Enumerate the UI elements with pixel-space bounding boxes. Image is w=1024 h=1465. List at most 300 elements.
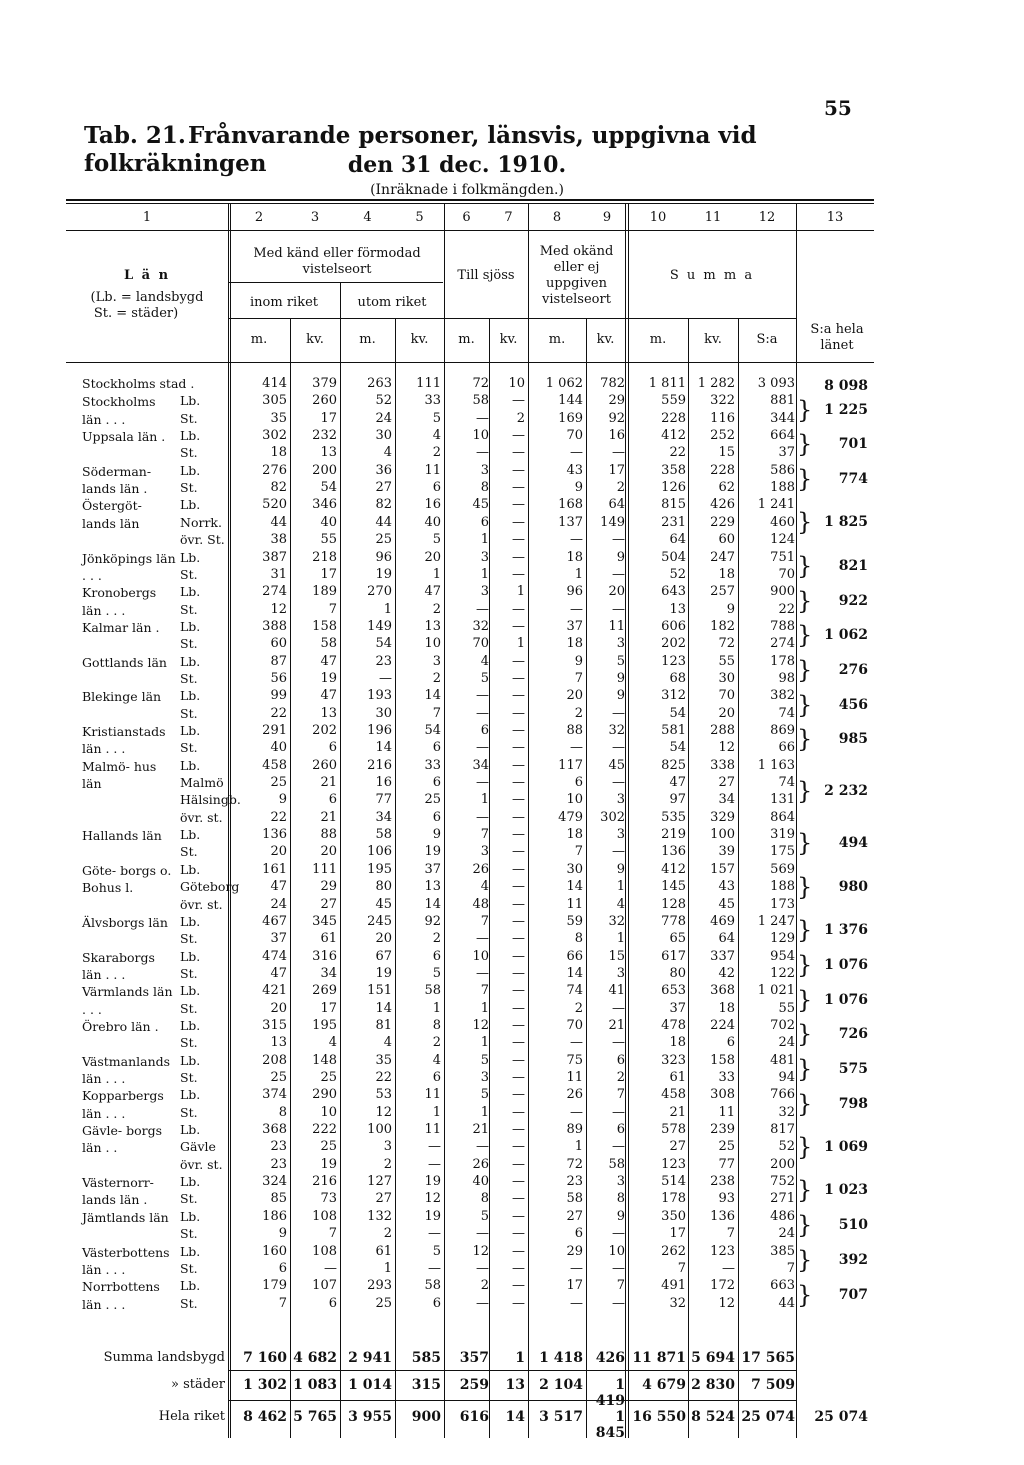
row-sublabel: Lb. — [180, 1122, 201, 1138]
cell-r7-c11: 426 — [710, 497, 735, 513]
cell-r44-c2: 23 — [270, 1139, 287, 1155]
cell-r41-c7: — — [512, 1087, 525, 1103]
cell-r0-c5: 111 — [416, 376, 441, 391]
cell-r2-c9: 92 — [608, 410, 625, 426]
cell-r11-c9: — — [612, 566, 625, 582]
cell-r44-c9: — — [612, 1139, 625, 1155]
cell-r13-c3: 7 — [328, 601, 337, 617]
cell-r36-c9: — — [612, 1000, 625, 1016]
cell-r41-c4: 53 — [375, 1087, 392, 1103]
cell-r41-c2: 374 — [262, 1087, 287, 1103]
cell-r46-c8: 23 — [566, 1174, 583, 1190]
cell-r11-c7: — — [512, 566, 525, 582]
cell-r11-c11: 18 — [718, 566, 735, 582]
cell-r11-c6: 1 — [480, 566, 489, 582]
cell-r32-c3: 61 — [320, 931, 337, 947]
group-total: 1 062 — [824, 627, 868, 644]
group-total: 707 — [838, 1286, 868, 1303]
group-brace: } — [797, 1280, 813, 1309]
cell-r3-c11: 252 — [710, 428, 735, 444]
cell-r6-c8: 9 — [574, 480, 583, 496]
cell-r38-c3: 4 — [328, 1035, 337, 1051]
cell-r37-c2: 315 — [262, 1017, 287, 1033]
cell-r29-c2: 47 — [270, 879, 287, 895]
cell-r37-c6: 12 — [472, 1017, 489, 1033]
cell-r29-c8: 14 — [566, 879, 583, 895]
header-unit-6: m. — [458, 332, 475, 347]
summary-cell-1-4: 1 014 — [348, 1377, 392, 1393]
row-sublabel: St. — [180, 1070, 198, 1085]
cell-r49-c3: 7 — [328, 1226, 337, 1242]
cell-r51-c10: 7 — [677, 1260, 686, 1276]
cell-r20-c12: 869 — [770, 723, 795, 738]
cell-r49-c11: 7 — [726, 1226, 735, 1242]
col-number-9: 9 — [602, 210, 612, 225]
cell-r23-c5: 6 — [432, 775, 441, 791]
cell-r50-c3: 108 — [312, 1243, 337, 1259]
cell-r24-c8: 10 — [566, 792, 583, 808]
cell-r32-c9: 1 — [616, 931, 625, 947]
summary-label: Hela riket — [158, 1409, 225, 1424]
cell-r46-c3: 216 — [312, 1174, 337, 1190]
rule-summary-top — [228, 1370, 796, 1371]
cell-r42-c10: 21 — [669, 1104, 686, 1120]
cell-r50-c9: 10 — [608, 1243, 625, 1259]
cell-r30-c8: 11 — [566, 896, 583, 912]
group-total: 575 — [838, 1061, 868, 1077]
cell-r38-c12: 24 — [778, 1035, 795, 1051]
cell-r33-c3: 316 — [312, 948, 337, 964]
cell-r25-c12: 864 — [770, 809, 795, 825]
cell-r17-c6: 5 — [480, 670, 489, 686]
cell-r7-c8: 168 — [558, 497, 583, 513]
cell-r9-c9: — — [612, 532, 625, 548]
summary-cell-0-10: 11 871 — [632, 1350, 686, 1366]
cell-r47-c11: 93 — [718, 1191, 735, 1207]
cell-r49-c8: 6 — [574, 1226, 583, 1242]
col-number-8: 8 — [552, 210, 562, 225]
cell-r26-c6: 7 — [480, 827, 489, 843]
cell-r7-c7: — — [512, 497, 525, 513]
cell-r34-c7: — — [512, 965, 525, 981]
cell-r0-c9: 782 — [600, 376, 625, 391]
col-number-3: 3 — [310, 210, 320, 225]
cell-r39-c10: 323 — [661, 1052, 686, 1068]
group-label: Gävle- borgs län . . — [82, 1123, 163, 1156]
cell-r14-c7: — — [512, 618, 525, 634]
cell-r3-c7: — — [512, 428, 525, 444]
cell-r16-c3: 47 — [320, 653, 337, 669]
cell-r45-c8: 72 — [566, 1156, 583, 1172]
cell-r46-c5: 19 — [424, 1174, 441, 1190]
col-number-4: 4 — [363, 210, 372, 225]
cell-r29-c10: 145 — [661, 879, 686, 895]
cell-r23-c4: 16 — [375, 775, 392, 791]
cell-r26-c10: 219 — [661, 827, 686, 843]
cell-r11-c10: 52 — [669, 566, 686, 582]
cell-r21-c4: 14 — [375, 740, 392, 756]
cell-r18-c7: — — [512, 688, 525, 704]
group-total: 701 — [838, 436, 868, 453]
group-brace: } — [797, 395, 813, 424]
cell-r45-c2: 23 — [270, 1156, 287, 1172]
cell-r9-c12: 124 — [770, 532, 795, 548]
summary-cell-1-9: 1 419 — [595, 1377, 625, 1409]
row-sublabel: St. — [180, 566, 198, 582]
cell-r51-c11: — — [722, 1260, 735, 1276]
cell-r52-c10: 491 — [661, 1278, 686, 1294]
cell-r15-c4: 54 — [375, 636, 392, 652]
cell-r4-c4: 4 — [383, 445, 392, 461]
cell-r50-c4: 61 — [375, 1243, 392, 1259]
cell-r29-c9: 1 — [616, 879, 625, 895]
cell-r10-c5: 20 — [424, 549, 441, 565]
cell-r51-c4: 1 — [383, 1260, 392, 1276]
cell-r40-c3: 25 — [320, 1070, 337, 1085]
cell-r17-c12: 98 — [778, 670, 795, 686]
cell-r27-c11: 39 — [718, 844, 735, 860]
cell-r28-c5: 37 — [424, 861, 441, 877]
cell-r4-c7: — — [512, 445, 525, 461]
cell-r43-c3: 222 — [312, 1122, 337, 1138]
col-number-2: 2 — [254, 210, 264, 225]
cell-r8-c3: 40 — [320, 514, 337, 530]
cell-r25-c6: — — [476, 809, 489, 825]
cell-r26-c8: 18 — [566, 827, 583, 843]
cell-r29-c6: 4 — [480, 879, 489, 895]
cell-r5-c6: 3 — [480, 462, 489, 478]
col-number-1: 1 — [142, 210, 152, 225]
cell-r18-c8: 20 — [566, 688, 583, 704]
cell-r19-c5: 7 — [432, 705, 441, 721]
row-sublabel: Hälsingb. — [180, 792, 241, 808]
cell-r42-c9: — — [612, 1104, 625, 1120]
cell-r22-c7: — — [512, 757, 525, 773]
cell-r33-c5: 6 — [432, 948, 441, 964]
cell-r19-c12: 74 — [778, 705, 795, 721]
cell-r16-c12: 178 — [770, 653, 795, 669]
row-sublabel: Lb. — [180, 688, 201, 704]
cell-r42-c7: — — [512, 1104, 525, 1120]
cell-r45-c10: 123 — [661, 1156, 686, 1172]
cell-r13-c2: 12 — [270, 601, 287, 617]
cell-r0-c12: 3 093 — [757, 376, 795, 391]
summary-cell-0-2: 7 160 — [243, 1350, 287, 1366]
cell-r14-c12: 788 — [770, 618, 795, 634]
group-total: 2 232 — [824, 783, 868, 800]
col-number-12: 12 — [758, 210, 776, 225]
cell-r9-c4: 25 — [375, 532, 392, 548]
cell-r43-c6: 21 — [472, 1122, 489, 1138]
cell-r8-c11: 229 — [710, 514, 735, 530]
group-total: 510 — [838, 1217, 868, 1234]
cell-r30-c4: 45 — [375, 896, 392, 912]
header-unit-12: S:a — [756, 332, 778, 347]
cell-r1-c8: 144 — [558, 393, 583, 409]
cell-r36-c4: 14 — [375, 1000, 392, 1016]
cell-r27-c8: 7 — [574, 844, 583, 860]
cell-r53-c3: 6 — [328, 1295, 337, 1311]
cell-r4-c8: — — [570, 445, 583, 461]
cell-r36-c10: 37 — [669, 1000, 686, 1016]
cell-r47-c6: 8 — [480, 1191, 489, 1207]
cell-r49-c2: 9 — [278, 1226, 287, 1242]
rule-unknown-mid — [228, 318, 796, 319]
cell-r41-c6: 5 — [480, 1087, 489, 1103]
group-total: 1 076 — [824, 991, 868, 1008]
rule-top-2 — [66, 203, 874, 204]
cell-r40-c12: 94 — [778, 1070, 795, 1085]
cell-r48-c4: 132 — [367, 1208, 392, 1224]
group-label: Blekinge län — [82, 689, 162, 705]
cell-r27-c3: 20 — [320, 844, 337, 860]
summary-cell-1-3: 1 083 — [293, 1377, 337, 1393]
group-total: 276 — [838, 661, 868, 678]
row-sublabel: St. — [180, 1191, 198, 1207]
cell-r25-c7: — — [512, 809, 525, 825]
summary-cell-1-5: 315 — [411, 1377, 441, 1393]
cell-r47-c12: 271 — [770, 1191, 795, 1207]
cell-r16-c11: 55 — [718, 653, 735, 669]
cell-r40-c4: 22 — [375, 1070, 392, 1085]
cell-r38-c11: 6 — [726, 1035, 735, 1051]
cell-r30-c5: 14 — [424, 896, 441, 912]
cell-r27-c9: — — [612, 844, 625, 860]
cell-r16-c9: 5 — [616, 653, 625, 669]
cell-r53-c9: — — [612, 1295, 625, 1311]
cell-r52-c11: 172 — [710, 1278, 735, 1294]
cell-r1-c2: 305 — [262, 393, 287, 409]
cell-r23-c12: 74 — [778, 775, 795, 791]
group-label: Malmö- hus län — [82, 758, 157, 792]
cell-r34-c8: 14 — [566, 965, 583, 981]
cell-r34-c2: 47 — [270, 965, 287, 981]
cell-r21-c8: — — [570, 740, 583, 756]
cell-r32-c8: 8 — [574, 931, 583, 947]
cell-r30-c10: 128 — [661, 896, 686, 912]
table-label: Tab. 21. — [84, 122, 186, 149]
cell-r11-c12: 70 — [778, 566, 795, 582]
title-line-2: den 31 dec. 1910. — [347, 152, 567, 178]
cell-r24-c12: 131 — [770, 792, 795, 808]
row-label-stockholm-stad: Stockholms stad . — [82, 376, 195, 391]
row-sublabel: Lb. — [180, 653, 201, 669]
cell-r30-c9: 4 — [616, 896, 625, 912]
row-sublabel: Lb. — [180, 1087, 201, 1103]
cell-r15-c10: 202 — [661, 636, 686, 652]
group-label: Värmlands län . . . — [82, 984, 173, 1017]
cell-r15-c2: 60 — [270, 636, 287, 652]
cell-r20-c9: 32 — [608, 723, 625, 738]
header-unit-11: kv. — [704, 332, 722, 347]
cell-r32-c7: — — [512, 931, 525, 947]
cell-r41-c12: 766 — [770, 1087, 795, 1103]
cell-r52-c8: 17 — [566, 1278, 583, 1294]
cell-r22-c9: 45 — [608, 757, 625, 773]
cell-r25-c11: 329 — [710, 809, 735, 825]
cell-r42-c2: 8 — [278, 1104, 287, 1120]
cell-r50-c8: 29 — [566, 1243, 583, 1259]
summary-cell-0-6: 357 — [459, 1350, 489, 1366]
cell-r13-c6: — — [476, 601, 489, 617]
cell-r20-c4: 196 — [367, 723, 392, 738]
cell-r44-c4: 3 — [383, 1139, 392, 1155]
cell-r9-c10: 64 — [669, 532, 686, 548]
row-sublabel: Malmö — [180, 775, 224, 791]
cell-r21-c3: 6 — [328, 740, 337, 756]
cell-r44-c5: — — [428, 1139, 441, 1155]
rule-colnum — [66, 230, 874, 231]
cell-r33-c6: 10 — [472, 948, 489, 964]
cell-r26-c3: 88 — [320, 827, 337, 843]
cell-r13-c11: 9 — [726, 601, 735, 617]
group-brace: } — [797, 777, 813, 806]
cell-r39-c6: 5 — [480, 1052, 489, 1068]
summary-cell-2-8: 3 517 — [539, 1409, 583, 1425]
cell-r46-c4: 127 — [367, 1174, 392, 1190]
cell-r51-c3: — — [324, 1260, 337, 1276]
cell-r3-c10: 412 — [661, 428, 686, 444]
summary-cell-1-12: 7 509 — [751, 1377, 795, 1393]
cell-r10-c10: 504 — [661, 549, 686, 565]
cell-r22-c2: 458 — [262, 757, 287, 773]
cell-r22-c3: 260 — [312, 757, 337, 773]
cell-r16-c7: — — [512, 653, 525, 669]
cell-r16-c5: 3 — [432, 653, 441, 669]
cell-r47-c7: — — [512, 1191, 525, 1207]
cell-r12-c6: 3 — [480, 584, 489, 600]
cell-r53-c2: 7 — [278, 1295, 287, 1311]
cell-r4-c9: — — [612, 445, 625, 461]
group-brace: } — [797, 690, 813, 719]
cell-r0-c11: 1 282 — [697, 376, 735, 391]
cell-r53-c8: — — [570, 1295, 583, 1311]
cell-r20-c8: 88 — [566, 723, 583, 738]
cell-r39-c11: 158 — [710, 1052, 735, 1068]
summary-cell-1-2: 1 302 — [243, 1377, 287, 1393]
cell-r52-c12: 663 — [770, 1278, 795, 1294]
group-brace: } — [797, 1211, 813, 1240]
cell-r40-c6: 3 — [480, 1070, 489, 1085]
col-separator-dbl — [625, 203, 626, 1438]
cell-r49-c6: — — [476, 1226, 489, 1242]
cell-r33-c4: 67 — [375, 948, 392, 964]
cell-r19-c9: — — [612, 705, 625, 721]
cell-r42-c8: — — [570, 1104, 583, 1120]
cell-r43-c10: 578 — [661, 1122, 686, 1138]
cell-r4-c6: — — [476, 445, 489, 461]
cell-r25-c8: 479 — [558, 809, 583, 825]
group-label: Örebro län . — [82, 1018, 159, 1034]
cell-r5-c7: — — [512, 462, 525, 478]
cell-r52-c2: 179 — [262, 1278, 287, 1294]
cell-r35-c8: 74 — [566, 983, 583, 999]
cell-r49-c10: 17 — [669, 1226, 686, 1242]
summary-cell-0-11: 5 694 — [691, 1350, 735, 1366]
cell-r36-c11: 18 — [718, 1000, 735, 1016]
cell-r10-c2: 387 — [262, 549, 287, 565]
row-sublabel: övr. st. — [180, 1156, 223, 1172]
cell-r31-c12: 1 247 — [757, 913, 795, 929]
group-label: Söderman- lands län . — [82, 463, 152, 497]
cell-r35-c7: — — [512, 983, 525, 999]
cell-r22-c5: 33 — [424, 757, 441, 773]
cell-r9-c2: 38 — [270, 532, 287, 548]
summary-cell-1-6: 259 — [459, 1377, 489, 1393]
cell-r32-c12: 129 — [770, 931, 795, 947]
group-label: Östergöt- lands län — [82, 498, 142, 531]
cell-r12-c7: 1 — [516, 584, 525, 600]
cell-r35-c12: 1 021 — [757, 983, 795, 999]
cell-r23-c7: — — [512, 775, 525, 791]
cell-r36-c2: 20 — [270, 1000, 287, 1016]
cell-r20-c6: 6 — [480, 723, 489, 738]
cell-r42-c5: 1 — [432, 1104, 441, 1120]
cell-r12-c3: 189 — [312, 584, 337, 600]
summary-cell-2-9: 1 845 — [595, 1409, 625, 1441]
cell-r9-c6: 1 — [480, 532, 489, 548]
cell-r31-c3: 345 — [312, 913, 337, 929]
cell-r26-c4: 58 — [375, 827, 392, 843]
row-sublabel: St. — [180, 445, 198, 461]
cell-r5-c9: 17 — [608, 462, 625, 478]
cell-r33-c2: 474 — [262, 948, 287, 964]
cell-r30-c7: — — [512, 896, 525, 912]
cell-r9-c8: — — [570, 532, 583, 548]
cell-r29-c3: 29 — [320, 879, 337, 895]
cell-r33-c11: 337 — [710, 948, 735, 964]
row-sublabel: Lb. — [180, 618, 201, 634]
cell-r43-c11: 239 — [710, 1122, 735, 1138]
cell-r18-c12: 382 — [770, 688, 795, 704]
cell-r27-c2: 20 — [270, 844, 287, 860]
cell-r48-c10: 350 — [661, 1208, 686, 1224]
cell-r24-c9: 3 — [616, 792, 625, 808]
group-label: Hallands län — [82, 828, 162, 844]
cell-r45-c5: — — [428, 1156, 441, 1172]
cell-r19-c10: 54 — [669, 705, 686, 721]
cell-r44-c10: 27 — [669, 1139, 686, 1155]
cell-r24-c4: 77 — [375, 792, 392, 808]
cell-r50-c7: — — [512, 1243, 525, 1259]
cell-r28-c9: 9 — [616, 861, 625, 877]
group-total: 1 376 — [824, 922, 868, 939]
cell-r14-c3: 158 — [312, 618, 337, 634]
summary-cell-1-11: 2 830 — [691, 1377, 735, 1393]
group-brace: } — [797, 985, 813, 1014]
cell-r30-c6: 48 — [472, 896, 489, 912]
cell-r19-c2: 22 — [270, 705, 287, 721]
cell-r37-c4: 81 — [375, 1017, 392, 1033]
cell-r52-c5: 58 — [424, 1278, 441, 1294]
cell-r31-c4: 245 — [367, 913, 392, 929]
cell-r13-c8: — — [570, 601, 583, 617]
cell-r17-c7: — — [512, 670, 525, 686]
group-brace: } — [797, 1089, 813, 1118]
cell-r31-c9: 32 — [608, 913, 625, 929]
cell-r47-c10: 178 — [661, 1191, 686, 1207]
row-sublabel: St. — [180, 1035, 198, 1051]
cell-r50-c6: 12 — [472, 1243, 489, 1259]
group-label: Kopparbergs län . . . — [82, 1088, 164, 1121]
cell-r7-c9: 64 — [608, 497, 625, 513]
cell-r6-c2: 82 — [270, 480, 287, 496]
cell-r37-c8: 70 — [566, 1017, 583, 1033]
cell-r29-c5: 13 — [424, 879, 441, 895]
cell-r18-c4: 193 — [367, 688, 392, 704]
page-number: 55 — [824, 96, 852, 120]
cell-r3-c5: 4 — [432, 428, 441, 444]
